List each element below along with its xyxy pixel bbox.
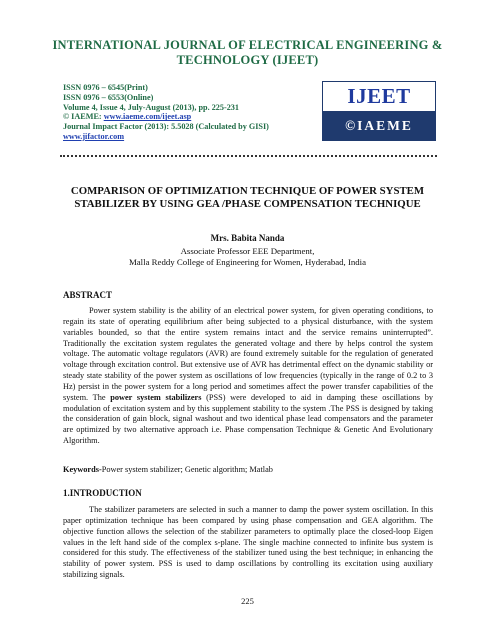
- header-divider: [60, 155, 437, 157]
- journal-title: INTERNATIONAL JOURNAL OF ELECTRICAL ENGINEERING & TECHNOLOGY (IJEET): [52, 38, 443, 67]
- impact-factor: Journal Impact Factor (2013): 5.5028 (Calculated by GISI): [63, 122, 269, 132]
- keywords-label: Keywords-: [63, 465, 102, 474]
- author-name: Mrs. Babita Nanda: [210, 233, 285, 243]
- introduction-paragraph: The stabilizer parameters are selected in such a manner to damp the power system oscillation. In this paper optimization technique has been compared by using phase compensation and GEA algorithm. The objective function allows the selection of the stabilizer parameters to optimally place the closed-loop Eigen values in the left hand side of the complex s-plane. The single machine connected to infinite bus system is considered for this study. The effectiveness of the stabilizer tuned using the best technique; in enhancing the stability of power system. PSS is used to damp oscillations by controlling its excitation using auxiliary stabilizing signals.: [63, 505, 433, 580]
- jifactor-line: [63, 132, 323, 142]
- iaeme-link[interactable]: www.iaeme.com/ijeet.asp: [103, 112, 192, 122]
- volume-info: Volume 4, Issue 4, July-August (2013), pp. 225-231: [63, 102, 239, 112]
- abstract-text-part-2: (PSS) were developed to aid in damping these oscillations by modulation of excitation system and by this supplement stability to the system .The PSS is designed by taking the consideration of gain block, signal washout and two identical phase lead compensators and the parameter are optimized by two alternative approach i.e. Phase compensation Technique & Genetic And Evolutionary Algorithm.: [63, 392, 433, 446]
- issn-online: ISSN 0976 – 6553(Online): [63, 92, 154, 102]
- abstract-paragraph: [63, 306, 433, 447]
- abstract-bold-term: power system stabilizers: [110, 392, 202, 402]
- author-affiliation: [55, 246, 440, 268]
- affiliation-line-1: Associate Professor EEE Department,: [180, 246, 315, 256]
- iaeme-prefix: © IAEME:: [63, 112, 104, 122]
- jifactor-link[interactable]: www.jifactor.com: [63, 131, 125, 141]
- logo-bottom-text: ©IAEME: [323, 111, 435, 140]
- abstract-text-part-1: Power system stability is the ability of an electrical power system, for given operating conditions, to regain its state of operating equilibrium after being subjected to a physical disturbance, with the system variables bounded, so that the entire system remains intact and the service remains uninterrupted”. Traditionally the excitation system regulates the generated voltage and there by helps control the system voltage. The automatic voltage regulators (AVR) are found extremely suitable for the regulation of generated voltage through excitation control. But extensive use of AVR has detrimental effect on the dynamic stability or steady state stability of the power system as oscillations of low frequencies (typically in the range of 0.2 to 3 Hz) persist in the power system for a long period and sometimes affect the power transfer capabilities of the system. The: [63, 306, 433, 402]
- introduction-heading: 1.INTRODUCTION: [63, 488, 142, 498]
- iaeme-line: [63, 112, 323, 122]
- keywords-text: Power system stabilizer; Genetic algorithm; Matlab: [101, 465, 273, 474]
- ijeet-logo: [322, 81, 436, 141]
- abstract-heading: ABSTRACT: [63, 290, 113, 300]
- journal-meta: [63, 83, 323, 142]
- page-number: 225: [241, 596, 254, 606]
- affiliation-line-2: Malla Reddy College of Engineering for Women, Hyderabad, India: [128, 257, 367, 267]
- issn-print: ISSN 0976 – 6545(Print): [63, 83, 148, 92]
- logo-top-text: IJEET: [323, 82, 435, 111]
- keywords-line: [63, 465, 433, 474]
- paper-title: COMPARISON OF OPTIMIZATION TECHNIQUE OF POWER SYSTEM STABILIZER BY USING GEA /PHASE COMPENSATION TECHNIQUE: [70, 185, 425, 210]
